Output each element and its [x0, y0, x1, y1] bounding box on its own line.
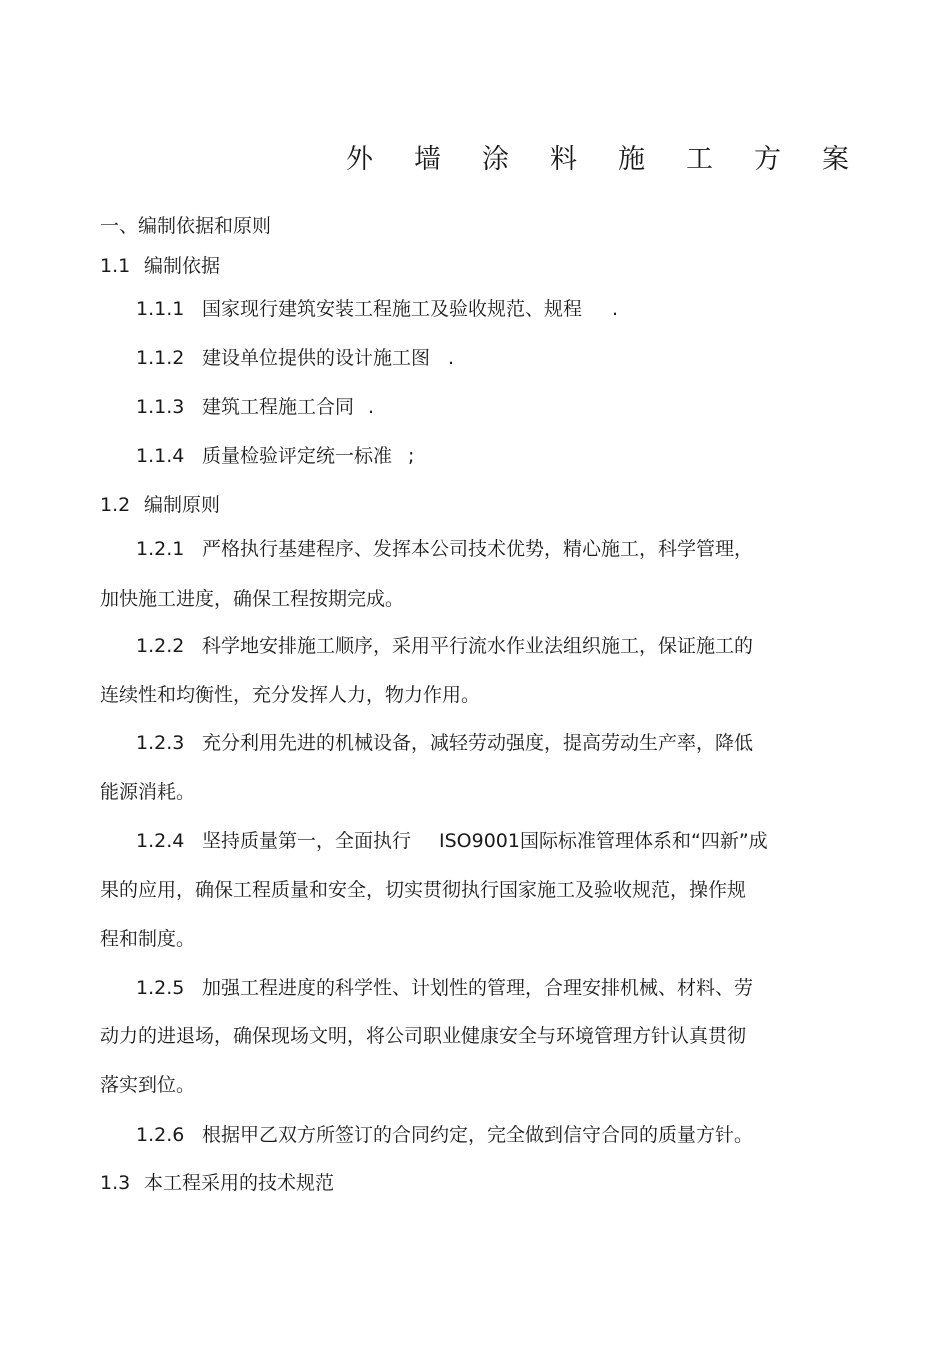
item-text: 质量检验评定统一标准 — [202, 445, 393, 467]
item-number: 1.2.1 — [136, 538, 185, 560]
item-number: 1.1.4 — [136, 445, 185, 467]
item-1-2-6 — [136, 1122, 753, 1148]
heading-number: 1.2 — [100, 494, 131, 516]
item-number: 1.1.3 — [136, 396, 185, 418]
item-text: ISO9001国际标准管理体系和“四新”成 — [439, 830, 768, 852]
item-text: 加快施工进度，确保工程按期完成。 — [100, 588, 405, 610]
item-1-2-5-continued-2 — [100, 1072, 195, 1098]
item-number: 1.2.2 — [136, 635, 185, 657]
item-text: 落实到位。 — [100, 1074, 196, 1096]
item-1-2-4-continued-2 — [100, 926, 195, 952]
item-1-2-4-continued — [100, 877, 746, 903]
page-title: 外墙涂料施工方案 — [346, 144, 890, 175]
item-1-1-3 — [136, 394, 374, 420]
item-text: 坚持质量第一，全面执行 — [202, 830, 412, 852]
item-text: 严格执行基建程序、发挥本公司技术优势，精心施工，科学管理， — [202, 538, 754, 560]
heading-text: 本工程采用的技术规范 — [144, 1172, 335, 1194]
item-punct: . — [612, 298, 619, 320]
item-1-2-2-continued — [100, 682, 480, 708]
item-number: 1.2.6 — [136, 1124, 185, 1146]
section-heading-1 — [100, 213, 271, 239]
heading-text: 编制原则 — [144, 494, 221, 516]
item-punct: ; — [408, 445, 415, 467]
item-text: 国家现行建筑安装工程施工及验收规范、规程 — [202, 298, 583, 320]
item-1-2-3 — [136, 730, 753, 756]
item-text: 果的应用，确保工程质量和安全，切实贯彻执行国家施工及验收规范，操作规 — [100, 879, 747, 901]
item-punct: . — [448, 347, 455, 369]
item-number: 1.1.1 — [136, 298, 185, 320]
item-number: 1.1.2 — [136, 347, 185, 369]
item-1-2-1-continued — [100, 586, 404, 612]
item-text: 程和制度。 — [100, 928, 196, 950]
item-number: 1.2.3 — [136, 732, 185, 754]
item-1-2-2 — [136, 633, 753, 659]
item-punct: . — [368, 396, 375, 418]
item-1-1-2 — [136, 345, 454, 371]
section-heading-1-3 — [100, 1170, 334, 1196]
heading-number: 1.3 — [100, 1172, 131, 1194]
item-1-2-1 — [136, 536, 753, 562]
item-1-2-5-continued — [100, 1023, 746, 1049]
item-1-1-1 — [136, 296, 618, 322]
item-text: 根据甲乙双方所签订的合同约定，完全做到信守合同的质量方针。 — [202, 1124, 754, 1146]
item-text: 建筑工程施工合同 — [202, 396, 355, 418]
item-1-2-5 — [136, 975, 753, 1001]
heading-text: 一、编制依据和原则 — [100, 215, 272, 237]
item-text: 加强工程进度的科学性、计划性的管理，合理安排机械、材料、劳 — [202, 977, 754, 999]
section-heading-1-2 — [100, 492, 220, 518]
item-number: 1.2.5 — [136, 977, 185, 999]
item-text: 建设单位提供的设计施工图 — [202, 347, 431, 369]
item-text: 充分利用先进的机械设备，减轻劳动强度，提高劳动生产率，降低 — [202, 732, 754, 754]
item-text: 动力的进退场，确保现场文明，将公司职业健康安全与环境管理方针认真贯彻 — [100, 1025, 747, 1047]
heading-number: 1.1 — [100, 255, 131, 277]
item-text: 科学地安排施工顺序，采用平行流水作业法组织施工，保证施工的 — [202, 635, 754, 657]
heading-text: 编制依据 — [144, 255, 221, 277]
item-number: 1.2.4 — [136, 830, 185, 852]
item-text: 能源消耗。 — [100, 781, 196, 803]
item-1-2-3-continued — [100, 779, 195, 805]
item-1-2-4 — [136, 828, 768, 854]
item-1-1-4 — [136, 443, 414, 469]
section-heading-1-1 — [100, 253, 220, 279]
item-text: 连续性和均衡性，充分发挥人力，物力作用。 — [100, 684, 481, 706]
